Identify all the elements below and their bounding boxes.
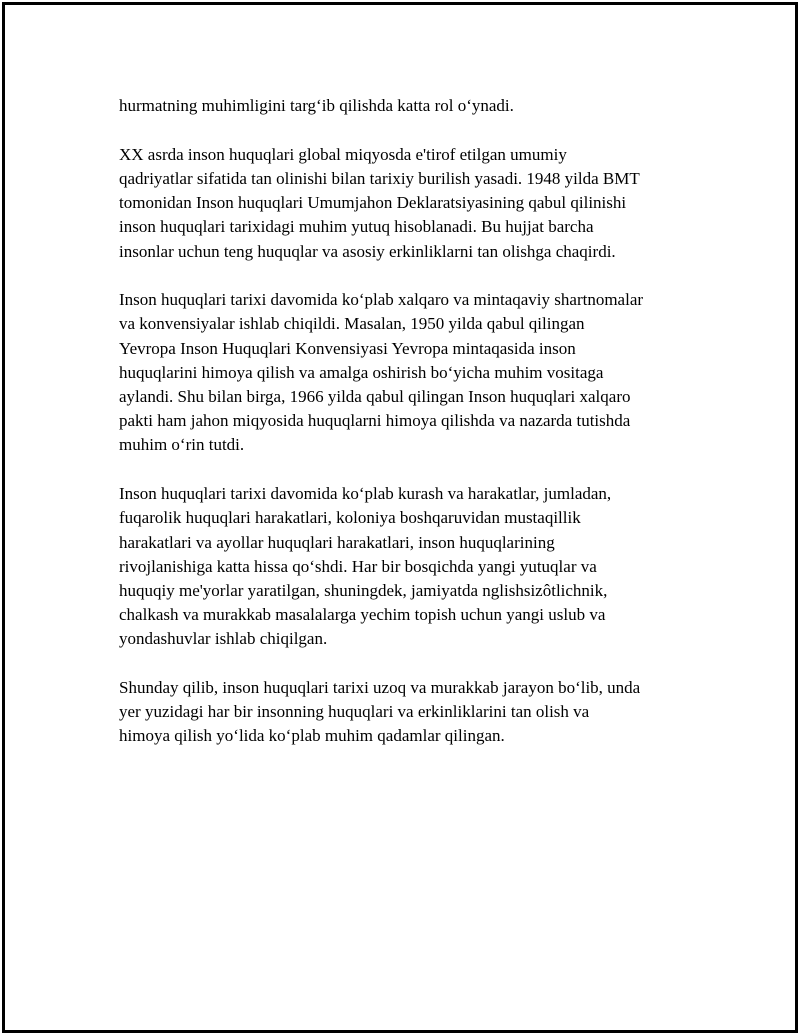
paragraph-4: Inson huquqlari tarixi davomida ko‘plab kurash va harakatlar, jumladan, fuqarolik huquqlari harakatlari, koloniya boshqaruvidan mustaqillik harakatlari va ayollar huquqlari harakatlari, inson huquqlarining rivojlanishiga katta hissa qo‘shdi. Har bir bosqichda yangi yutuqlar va huquqiy me'yorlar yaratilgan, shuningdek, jamiyatda nglishsizôtlichnik, chalkash va murakkab masalalarga yechim topish uchun yangi uslub va yondashuvlar ishlab chiqilgan. [119,484,612,649]
paragraph-3: Inson huquqlari tarixi davomida ko‘plab xalqaro va mintaqaviy shartnomalar va konvensiyalar ishlab chiqildi. Masalan, 1950 yilda qabul qilingan Yevropa Inson Huquqlari Konvensiyasi Yevropa mintaqasida inson huquqlarini himoya qilish va amalga oshirish bo‘yicha muhim vositaga aylandi. Shu bilan birga, 1966 yilda qabul qilingan Inson huquqlari xalqaro pakti ham jahon miqyosida huquqlarni himoya qilishda va nazarda tutishda muhim o‘rin tutdi. [119,290,644,455]
paragraph-2: XX asrda inson huquqlari global miqyosda e'tirof etilgan umumiy qadriyatlar sifatida tan olinishi bilan tarixiy burilish yasadi. 1948 yilda BMT tomonidan Inson huquqlari Umumjahon Deklaratsiyasining qabul qilinishi inson huquqlari tarixidagi muhim yutuq hisoblanadi. Bu hujjat barcha insonlar uchun teng huquqlar va asosiy erkinliklarni tan olishga chaqirdi. [119,144,640,261]
paragraph-1: hurmatning muhimligini targ‘ib qilishda katta rol o‘ynadi. [119,96,514,115]
document-page [4,4,796,1031]
document-body [119,94,719,773]
paragraph-5: Shunday qilib, inson huquqlari tarixi uzoq va murakkab jarayon bo‘lib, unda yer yuzidagi har bir insonning huquqlari va erkinliklarini tan olish va himoya qilish yo‘lida ko‘plab muhim qadamlar qilingan. [119,678,641,746]
